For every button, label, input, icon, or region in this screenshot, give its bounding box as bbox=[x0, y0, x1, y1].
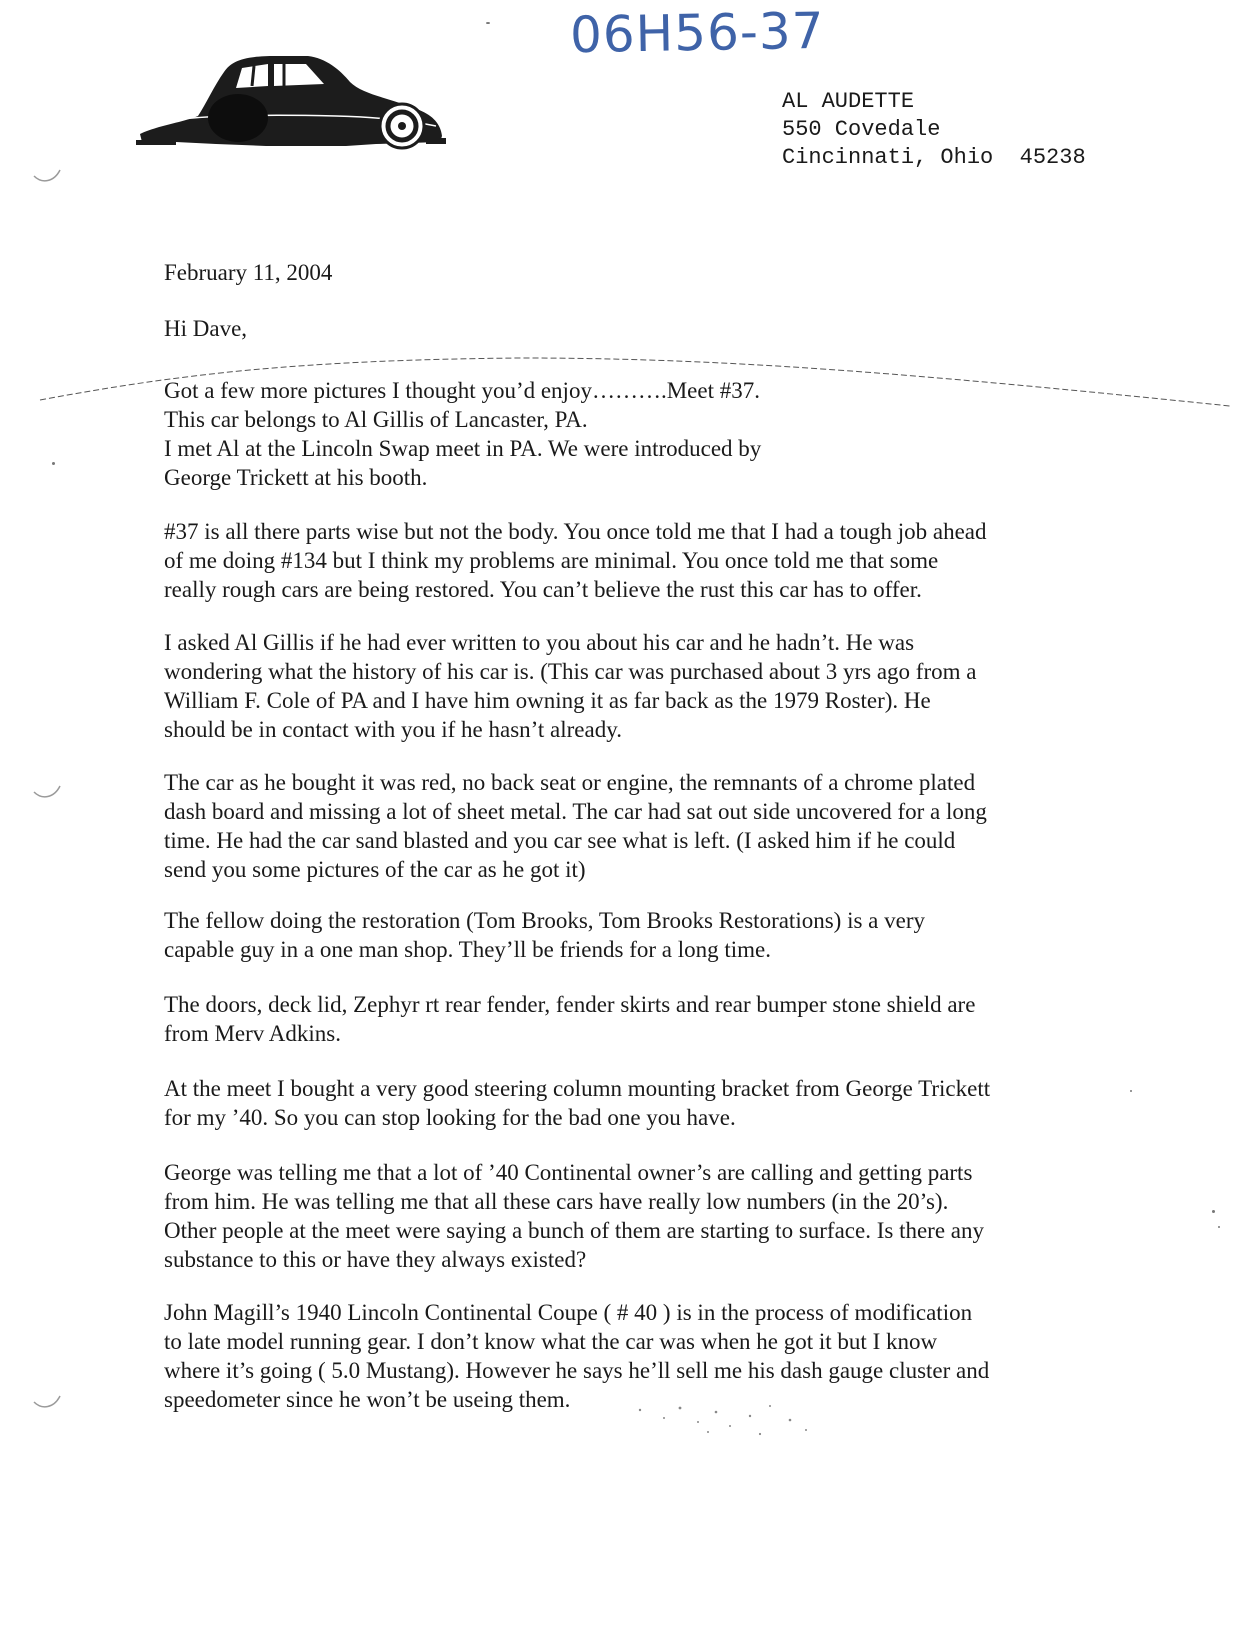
paragraph-5 bbox=[164, 906, 1064, 964]
paragraph-line: speedometer since he won’t be useing them. bbox=[164, 1387, 571, 1412]
paragraph-4 bbox=[164, 768, 1064, 884]
paragraph-line: should be in contact with you if he hasn’t already. bbox=[164, 717, 622, 742]
paragraph-line: The doors, deck lid, Zephyr rt rear fender, fender skirts and rear bumper stone shield are bbox=[164, 992, 976, 1017]
paragraph-line: John Magill’s 1940 Lincoln Continental Coupe ( # 40 ) is in the process of modification bbox=[164, 1300, 973, 1325]
handwritten-document-id: 06H56-37 bbox=[569, 1, 826, 65]
paragraph-line: George Trickett at his booth. bbox=[164, 465, 428, 490]
paragraph-line: for my ’40. So you can stop looking for the bad one you have. bbox=[164, 1105, 736, 1130]
paragraph-line: really rough cars are being restored. You can’t believe the rust this car has to offer. bbox=[164, 577, 922, 602]
paragraph-line: The fellow doing the restoration (Tom Brooks, Tom Brooks Restorations) is a very bbox=[164, 908, 925, 933]
paragraph-line: George was telling me that a lot of ’40 Continental owner’s are calling and getting parts bbox=[164, 1160, 973, 1185]
sender-city-line: Cincinnati, Ohio 45238 bbox=[782, 145, 1086, 170]
paragraph-line: of me doing #134 but I think my problems are minimal. You once told me that some bbox=[164, 548, 939, 573]
paragraph-8 bbox=[164, 1158, 1064, 1274]
paragraph-2 bbox=[164, 517, 1064, 604]
paragraph-3 bbox=[164, 628, 1064, 744]
punch-hole-shadow bbox=[30, 768, 64, 802]
scan-speck bbox=[52, 462, 55, 465]
paragraph-line: from him. He was telling me that all these cars have really low numbers (in the 20’s). bbox=[164, 1189, 949, 1214]
sender-name: AL AUDETTE bbox=[782, 89, 915, 114]
paragraph-line: time. He had the car sand blasted and you car see what is left. (I asked him if he could bbox=[164, 828, 956, 853]
paragraph-line: to late model running gear. I don’t know what the car was when he got it but I know bbox=[164, 1329, 938, 1354]
paragraph-line: wondering what the history of his car is. (This car was purchased about 3 yrs ago from a bbox=[164, 659, 977, 684]
paragraph-line: substance to this or have they always existed? bbox=[164, 1247, 587, 1272]
paragraph-line: I met Al at the Lincoln Swap meet in PA. We were introduced by bbox=[164, 436, 762, 461]
paragraph-6 bbox=[164, 990, 1064, 1048]
letter-date: February 11, 2004 bbox=[164, 260, 333, 285]
punch-hole-shadow bbox=[30, 1378, 64, 1412]
scan-speck bbox=[1218, 1226, 1220, 1228]
paragraph-9 bbox=[164, 1298, 1064, 1414]
paragraph-line: William F. Cole of PA and I have him owning it as far back as the 1979 Roster). He bbox=[164, 688, 931, 713]
sender-address bbox=[782, 88, 1086, 172]
paragraph-line: send you some pictures of the car as he got it) bbox=[164, 857, 586, 882]
scan-speck bbox=[486, 22, 490, 24]
paragraph-line: where it’s going ( 5.0 Mustang). However he says he’ll sell me his dash gauge cluster and bbox=[164, 1358, 990, 1383]
car-logo-icon bbox=[136, 46, 448, 154]
sender-street: 550 Covedale bbox=[782, 117, 941, 142]
ink-smudge bbox=[620, 1400, 820, 1440]
paragraph-line: from Merv Adkins. bbox=[164, 1021, 341, 1046]
paragraph-line: #37 is all there parts wise but not the body. You once told me that I had a tough job ahead bbox=[164, 519, 987, 544]
paragraph-line: capable guy in a one man shop. They’ll be friends for a long time. bbox=[164, 937, 771, 962]
scan-speck bbox=[1130, 1090, 1132, 1092]
paragraph-1 bbox=[164, 376, 1064, 492]
salutation: Hi Dave, bbox=[164, 316, 248, 341]
paragraph-line: Got a few more pictures I thought you’d enjoy……….Meet #37. bbox=[164, 378, 760, 403]
paragraph-line: dash board and missing a lot of sheet metal. The car had sat out side uncovered for a long bbox=[164, 799, 987, 824]
punch-hole-shadow bbox=[30, 152, 64, 186]
paragraph-7 bbox=[164, 1074, 1064, 1132]
paragraph-line: Other people at the meet were saying a bunch of them are starting to surface. Is there any bbox=[164, 1218, 985, 1243]
paragraph-line: The car as he bought it was red, no back seat or engine, the remnants of a chrome plated bbox=[164, 770, 976, 795]
paragraph-line: This car belongs to Al Gillis of Lancaster, PA. bbox=[164, 407, 588, 432]
paragraph-line: I asked Al Gillis if he had ever written to you about his car and he hadn’t. He was bbox=[164, 630, 915, 655]
paragraph-line: At the meet I bought a very good steering column mounting bracket from George Trickett bbox=[164, 1076, 991, 1101]
scan-speck bbox=[1212, 1210, 1215, 1213]
